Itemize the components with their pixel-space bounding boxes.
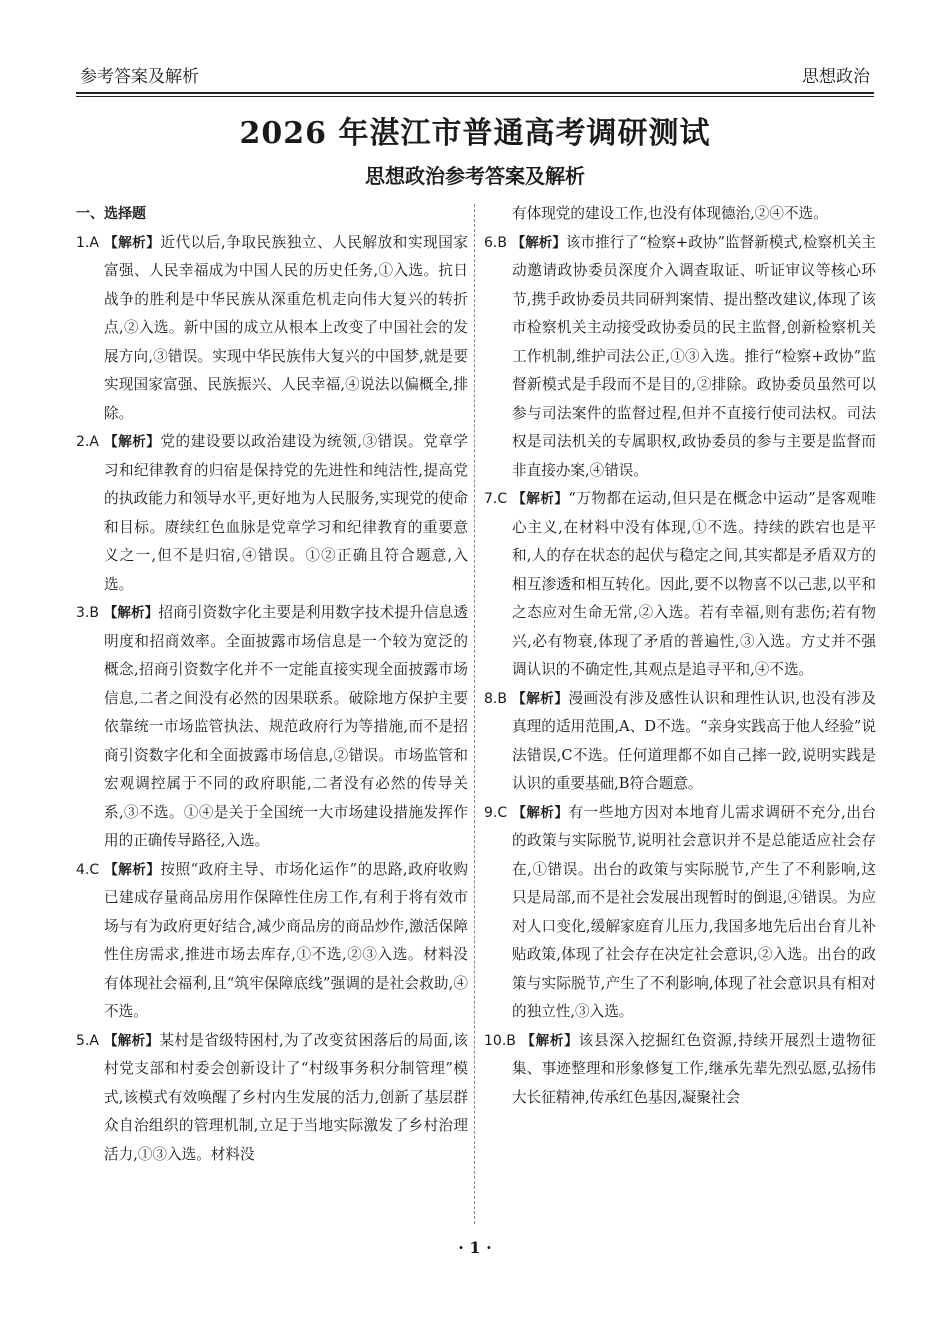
answer-text: 近代以后,争取民族独立、人民解放和实现国家富强、人民幸福成为中国人民的历史任务,①入选。抗日战争的胜利是中华民族从深重危机走向伟大复兴的转折点,②入选。新中国的成立从根本上改变了中国社会的发展方向,③错误。实现中华民族伟大复兴的中国梦,就是要实现国家富强、民族振兴、人民幸福,④说法以偏概全,排除。: [104, 233, 469, 422]
answer-item-4: [76, 856, 468, 1027]
answer-text: 该县深入挖掘红色资源,持续开展烈士遗物征集、事迹整理和形象修复工作,继承先辈先烈弘愿,弘扬伟大长征精神,传承红色基因,凝聚社会: [512, 1031, 877, 1106]
page-title: 2026 年湛江市普通高考调研测试: [239, 116, 711, 151]
answer-text: 漫画没有涉及感性认识和理性认识,也没有涉及真理的适用范围,A、D不选。“亲身实践高于他人经验”说法错误,C不选。任何道理都不如自己摔一跤,说明实践是认识的重要基础,B符合题意。: [512, 689, 876, 792]
answer-number: 10.B: [484, 1032, 516, 1049]
answer-item-8: [484, 685, 876, 799]
answer-number: 1.A: [76, 234, 99, 251]
answer-item-10: [484, 1027, 876, 1113]
analysis-tag: 【解析】: [512, 804, 569, 821]
left-column: [76, 200, 468, 1169]
column-divider: [474, 204, 475, 1224]
analysis-tag: 【解析】: [103, 605, 159, 621]
answer-text: 某村是省级特困村,为了改变贫困落后的局面,该村党支部和村委会创新设计了“村级事务积分制管理”模式,该模式有效唤醒了乡村内生发展的活力,创新了基层群众自治组织的管理机制,立足于当地实际激发了乡村治理活力,①③入选。材料没: [104, 1031, 469, 1163]
answer-number: 3.B: [76, 605, 99, 621]
answer-item-7: [484, 485, 876, 685]
header-subject-label: 思想政治: [802, 67, 870, 87]
answer-item-5: [76, 1027, 468, 1170]
section-heading: 一、选择题: [76, 206, 146, 222]
answer-number: 5.A: [76, 1032, 99, 1049]
answer-number: 2.A: [76, 434, 99, 450]
answer-item-2: [76, 428, 468, 599]
answer-continuation: 有体现党的建设工作,也没有体现德治,②④不选。: [512, 205, 828, 222]
answer-number: 8.B: [484, 690, 507, 707]
answer-number: 4.C: [76, 861, 100, 878]
answer-item-3: [76, 599, 468, 856]
analysis-tag: 【解析】: [104, 861, 161, 878]
answer-item-6: [484, 229, 876, 486]
answer-text: 按照“政府主导、市场化运作”的思路,政府收购已建成存量商品房用作保障性住房工作,有利于将有效市场与有为政府更好结合,减少商品房的商品炒作,激活保障性住房需求,推进市场去库存,①不选,②③入选。材料没有体现社会福利,且“筑牢保障底线”强调的是社会救助,④不选。: [104, 860, 469, 1020]
answer-number: 6.B: [484, 234, 507, 251]
page-number: · 1 ·: [458, 1238, 492, 1257]
analysis-tag: 【解析】: [521, 1032, 579, 1049]
answer-number: 9.C: [484, 804, 508, 821]
header-left-label: 参考答案及解析: [80, 67, 199, 87]
page-subtitle: 思想政治参考答案及解析: [365, 164, 585, 188]
header-rule: [76, 92, 874, 94]
answer-text: 有一些地方因对本地育儿需求调研不充分,出台的政策与实际脱节,说明社会意识并不是总能适应社会存在,①错误。出台的政策与实际脱节,产生了不利影响,这只是局部,而不是社会发展出现暂时的倒退,④错误。为应对人口变化,缓解家庭育儿压力,我国多地先后出台育儿补贴政策,体现了社会存在决定社会意识,②入选。出台的政策与实际脱节,产生了不利影响,体现了社会意识具有相对的独立性,③入选。: [512, 803, 876, 1020]
analysis-tag: 【解析】: [103, 1032, 160, 1049]
answer-text: “万物都在运动,但只是在概念中运动”是客观唯心主义,在材料中没有体现,①不选。持续的跌宕也是平和,人的存在状态的起伏与稳定之间,其实都是矛盾双方的相互渗透和相互转化。因此,要不以物喜不以己悲,以平和之态应对生命无常,②入选。若有幸福,则有悲伤;若有物兴,必有物衰,体现了矛盾的普遍性,③入选。方丈并不强调认识的不确定性,其观点是追寻平和,④不选。: [512, 490, 877, 678]
answer-text: 该市推行了“检察+政协”监督新模式,检察机关主动邀请政协委员深度介入调查取证、听证审议等核心环节,携手政协委员共同研判案情、提出整改建议,体现了该市检察机关主动接受政协委员的民主监督,创新检察机关工作机制,维护司法公正,①③入选。推行“检察+政协”监督新模式是手段而不是目的,②排除。政协委员虽然可以参与司法案件的监督过程,但并不直接行使司法权。司法权是司法机关的专属职权,政协委员的参与主要是监督而非直接办案,④错误。: [512, 233, 877, 479]
analysis-tag: 【解析】: [511, 234, 566, 251]
analysis-tag: 【解析】: [512, 491, 569, 507]
answer-text: 招商引资数字化主要是利用数字技术提升信息透明度和招商效率。全面披露市场信息是一个较为宽泛的概念,招商引资数字化并不一定能直接实现全面披露市场信息,二者之间没有必然的因果联系。破除地方保护主要依靠统一市场监管执法、规范政府行为等措施,而不是招商引资数字化和全面披露市场信息,②错误。市场监管和宏观调控属于不同的政府职能,二者没有必然的传导关系,③不选。①④是关于全国统一大市场建设措施发挥作用的正确传导路径,入选。: [104, 604, 468, 849]
answer-item-1: [76, 229, 468, 429]
right-column: [484, 200, 876, 1112]
answer-text: 党的建设要以政治建设为统领,③错误。党章学习和纪律教育的归宿是保持党的先进性和纯洁性,提高党的执政能力和领导水平,更好地为人民服务,实现党的使命和目标。赓续红色血脉是党章学习和纪律教育的重要意义之一,但不是归宿,④错误。①②正确且符合题意,入选。: [104, 433, 469, 593]
analysis-tag: 【解析】: [104, 434, 161, 450]
header-rule-thin: [76, 96, 874, 97]
answer-number: 7.C: [484, 491, 508, 507]
analysis-tag: 【解析】: [104, 234, 161, 251]
analysis-tag: 【解析】: [512, 690, 569, 707]
answer-item-9: [484, 799, 876, 1027]
